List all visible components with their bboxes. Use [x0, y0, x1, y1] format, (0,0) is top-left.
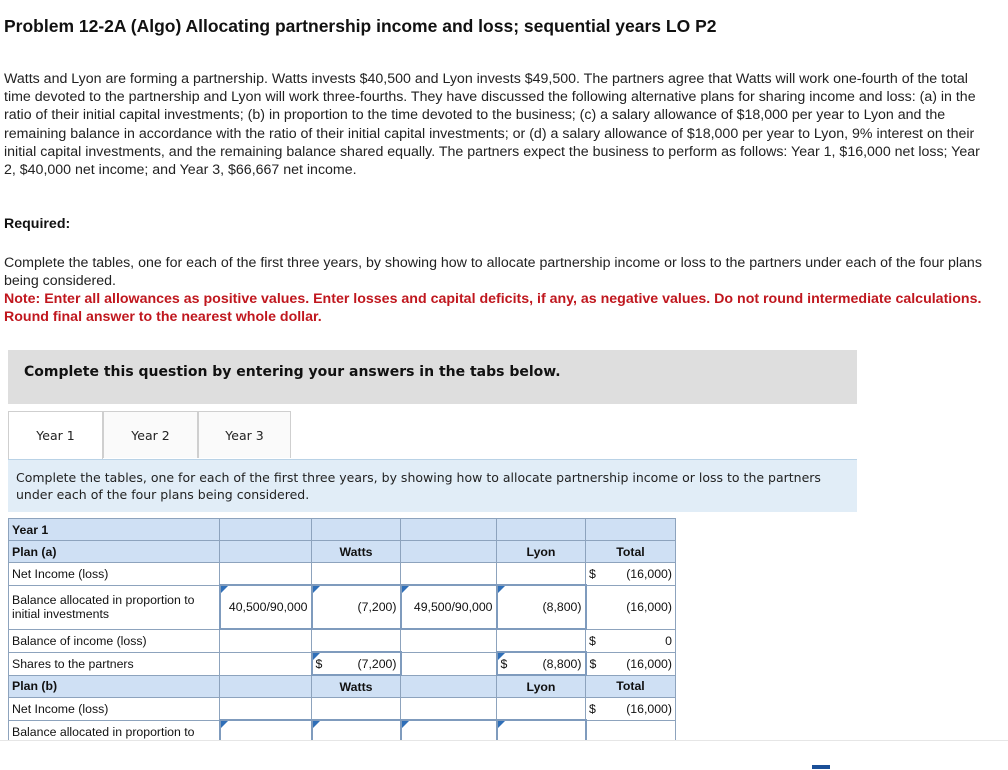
table-row [9, 563, 676, 586]
shares-total: (16,000) [626, 656, 672, 671]
balance-total: 0 [665, 633, 672, 648]
instruction-banner [8, 350, 857, 404]
tab-instructions-text: Complete the tables, one for each of the first three years, by showing how to allocate partnership income or loss to the partners under each of the four plans being considered. [16, 470, 821, 502]
plan-b-label: Plan (b) [9, 675, 220, 698]
dollar-sign: $ [589, 633, 596, 648]
lyon-header: Lyon [497, 675, 586, 698]
lyon-header: Lyon [497, 541, 586, 563]
shares-lyon: (8,800) [542, 656, 582, 671]
banner-text: Complete this question by entering your answers in the tabs below. [24, 364, 561, 380]
dollar-sign: $ [589, 566, 596, 581]
plan-a-label: Plan (a) [9, 541, 220, 563]
plan-b-header-row [9, 675, 676, 698]
allocation-total: (16,000) [586, 585, 676, 629]
tab-instructions [8, 459, 857, 512]
watts-header: Watts [312, 541, 401, 563]
allocation-table [8, 518, 676, 744]
table-row [9, 629, 676, 652]
shares-watts-input[interactable] [312, 652, 401, 675]
net-income-total: (16,000) [626, 566, 672, 581]
total-header: Total [586, 675, 676, 698]
table-row [9, 652, 676, 675]
tab-year-3[interactable]: Year 3 [198, 411, 291, 458]
balance-income-label: Balance of income (loss) [9, 629, 220, 652]
plan-a-header-row [9, 541, 676, 563]
required-heading: Required: [4, 216, 71, 232]
table-row [9, 698, 676, 721]
problem-description: Watts and Lyon are forming a partnership. Watts invests $40,500 and Lyon invests $49,500. The partners agree that Watts will work one-fourth of the total time devoted to the partnership and Lyon will work three-fourths. They have discussed the following alternative plans for sharing income and loss: (a) in the ratio of their initial capital investments; (b) in proportion to the time devoted to the business; (c) a salary allowance of $18,000 per year to Lyon and the remaining balance in accordance with the ratio of their initial capital investments; or (d) a salary allowance of $18,000 per year to Lyon, 9% interest on their initial capital investments, and the remaining balance shared equally. The partners expect the business to perform as follows: Year 1, $16,000 net loss; Year 2, $40,000 net income; and Year 3, $66,667 net income. [4, 71, 980, 179]
lyon-amount-input[interactable]: (8,800) [497, 585, 586, 629]
dollar-sign: $ [589, 656, 597, 671]
lyon-ratio-input[interactable]: 49,500/90,000 [401, 585, 497, 629]
required-text: Complete the tables, one for each of the first three years, by showing how to allocate partnership income or loss to the partners under each of the four plans being considered. [4, 255, 982, 290]
watts-ratio-input[interactable]: 40,500/90,000 [220, 585, 312, 629]
table-row [9, 585, 676, 629]
question-grid-icon[interactable] [812, 765, 830, 769]
balance-allocated-label: Balance allocated in proportion to initial investments [9, 585, 220, 629]
year-header-row [9, 519, 676, 541]
note-text: Note: Enter all allowances as positive values. Enter losses and capital deficits, if any, as negative values. Do not round intermediate calculations. Round final answer to the nearest whole dollar. [4, 291, 982, 326]
balance-total-cell [586, 629, 676, 652]
net-income-total-cell [586, 698, 676, 721]
tab-year-2[interactable]: Year 2 [103, 411, 198, 458]
balance-allocated-label: Balance allocated in proportion to [9, 720, 220, 743]
net-income-label: Net Income (loss) [9, 563, 220, 586]
shares-watts: (7,200) [357, 656, 397, 671]
net-income-total-cell [586, 563, 676, 586]
dollar-sign: $ [500, 656, 508, 671]
tab-year-1[interactable]: Year 1 [8, 411, 103, 459]
shares-lyon-input[interactable] [497, 652, 586, 675]
shares-label: Shares to the partners [9, 652, 220, 675]
watts-amount-input[interactable]: (7,200) [312, 585, 401, 629]
net-income-total: (16,000) [626, 701, 672, 716]
dollar-sign: $ [589, 701, 596, 716]
dollar-sign: $ [315, 656, 323, 671]
bottom-navigation-bar [0, 740, 1008, 770]
problem-title: Problem 12-2A (Algo) Allocating partnership income and loss; sequential years LO P2 [4, 16, 717, 36]
shares-total-cell [586, 652, 676, 675]
net-income-label: Net Income (loss) [9, 698, 220, 721]
total-header: Total [586, 541, 676, 563]
year-label: Year 1 [9, 519, 220, 541]
watts-header: Watts [312, 675, 401, 698]
